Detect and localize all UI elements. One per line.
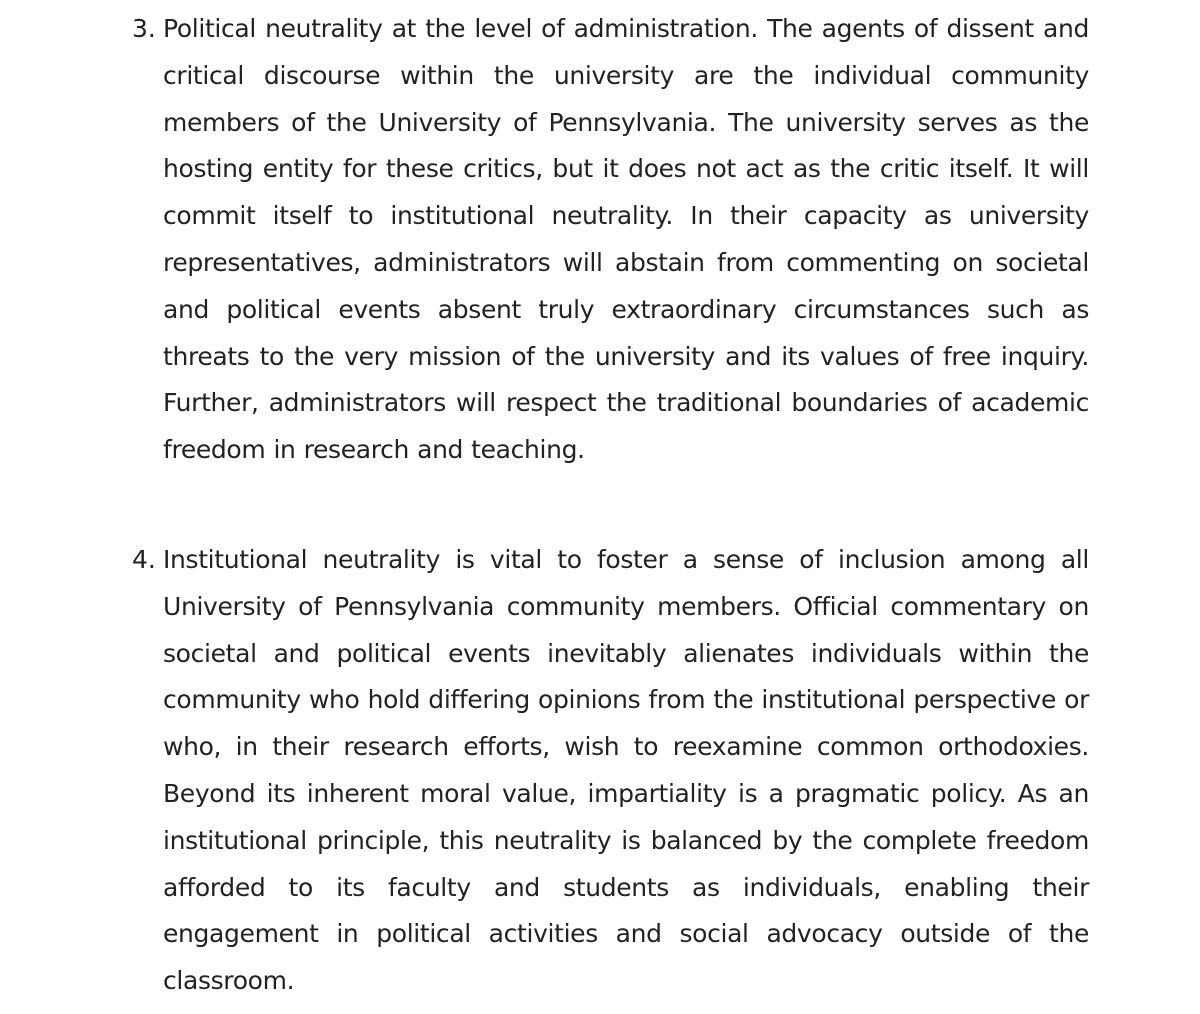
list-item-number: 4. [132,545,156,574]
list-item-text: Institutional neutrality is vital to foster a sense of inclusion among all University of Pennsylvania community members. Official commentary on societal and political events inevitably alienates individuals within the community who hold differing opinions from the institutional perspective or who, in their research efforts, wish to reexamine common orthodoxies. Beyond its inherent moral value, impartiality is a pragmatic policy. As an institutional principle, this neutrality is balanced by the complete freedom afforded to its faculty and students as individuals, enabling their engagement in political activities and social advocacy outside of the classroom. [163,545,1089,996]
list-item-text: Political neutrality at the level of administration. The agents of dissent and critical discourse within the university are the individual community members of the University of Pennsylvania. The university serves as the hosting entity for these critics, but it does not act as the critic itself. It will commit itself to institutional neutrality. In their capacity as university representatives, administrators will abstain from commenting on societal and political events absent truly extraordinary circumstances such as threats to the very mission of the university and its values of free inquiry. Further, administrators will respect the traditional boundaries of academic freedom in research and teaching. [163,14,1089,465]
list-item-number: 3. [132,14,156,43]
